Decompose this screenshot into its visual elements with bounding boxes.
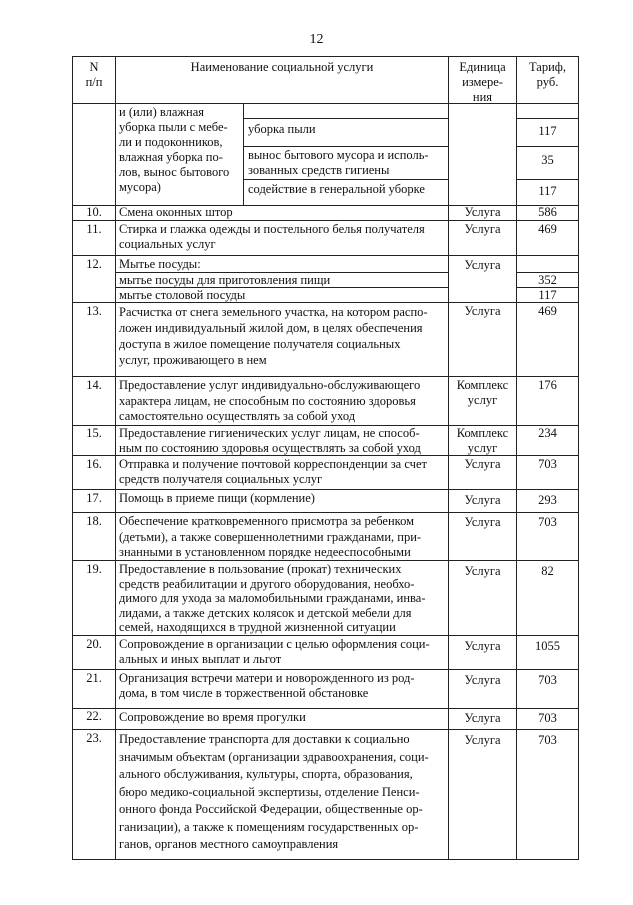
row-12-sub-tariff-2: 117	[538, 288, 557, 302]
row-15-unit: Комплекс услуг	[456, 426, 509, 455]
row-22-num: 22.	[86, 709, 102, 723]
row-16-num: 16.	[86, 457, 102, 471]
cleaning-sub-tariff-1: 117	[538, 124, 557, 138]
row-21-num: 21.	[86, 671, 102, 685]
row-16-name: Отправка и получение почтовой корреспонденции за счет средств получателя социальных услуг	[119, 457, 427, 486]
row-20-name: Сопровождение в организации с целью оформления соци- альных и иных выплат и льгот	[119, 637, 430, 666]
row-19-num: 19.	[86, 562, 102, 576]
page-number: 12	[309, 32, 324, 47]
row-12-num: 12.	[86, 257, 102, 271]
row-14-name: Предоставление услуг индивидуально-обслуживающего характера лицам, не способным по состоянию здоровья самостоятельно осуществлять за собой уход	[119, 378, 421, 423]
header-unit: Единица измере- ния	[459, 60, 506, 104]
row-22-unit: Услуга	[464, 711, 501, 725]
row-13-tariff: 469	[538, 304, 557, 318]
header-name: Наименование социальной услуги	[190, 60, 374, 74]
row-20-num: 20.	[86, 637, 102, 651]
cleaning-left-text: и (или) влажная уборка пыли с мебе- ли и подоконников, влажная уборка по- лов, вынос бытового мусора)	[119, 105, 230, 194]
row-20-unit: Услуга	[464, 639, 501, 653]
row-18-unit: Услуга	[464, 515, 501, 529]
row-23-name: Предоставление транспорта для доставки к социально значимым объектам (организации здравоохранения, соци- ального обслуживания, культуры, спорта, образования, бюро медико-социальной экспертизы, отделение Пенси- онного фонда Российской Федерации, общественные ор- ганизации), а также к помещениям государственных ор- ганов, органов местного самоуправления	[119, 732, 429, 851]
cleaning-blank-cell	[243, 103, 449, 119]
row-18-num: 18.	[86, 514, 102, 528]
row-23-tariff-cell	[516, 729, 579, 860]
row-12-unit: Услуга	[464, 258, 501, 272]
row-17-num: 17.	[86, 491, 102, 505]
row-18-tariff: 703	[538, 515, 557, 529]
row-19-tariff: 82	[541, 564, 554, 578]
cleaning-sub-label-2: вынос бытового мусора и исполь- зованных средств гигиены	[248, 148, 429, 177]
cleaning-sub-label-3: содействие в генеральной уборке	[248, 182, 425, 196]
row-13-num: 13.	[86, 304, 102, 318]
row-17-tariff: 293	[538, 493, 557, 507]
row-10-num: 10.	[86, 205, 102, 219]
row-23-unit: Услуга	[464, 733, 501, 747]
cleaning-num-cell	[72, 103, 116, 206]
row-11-unit: Услуга	[464, 222, 501, 236]
row-11-name: Стирка и глажка одежды и постельного белья получателя социальных услуг	[119, 222, 425, 251]
row-23-tariff: 703	[538, 733, 557, 747]
row-19-name: Предоставление в пользование (прокат) технических средств реабилитации и другого оборудования, необхо- димого для ухода за маломобильными гражданами, инва- лидами, а также детских колясок и детской мебели для семей, находящихся в трудной жизненной ситуации	[119, 562, 426, 634]
row-14-unit: Комплекс услуг	[456, 378, 509, 407]
row-14-tariff: 176	[538, 378, 557, 392]
row-11-num: 11.	[86, 222, 102, 236]
row-12-sub-label-2: мытье столовой посуды	[119, 288, 246, 302]
header-num: N п/п	[85, 60, 103, 89]
row-19-unit: Услуга	[464, 564, 501, 578]
row-18-name: Обеспечение кратковременного присмотра за ребенком (детьми), а также совершеннолетними гражданами, при- знанными в установленном порядке недееспособными	[119, 514, 422, 559]
row-17-unit: Услуга	[464, 493, 501, 507]
row-16-tariff: 703	[538, 457, 557, 471]
header-tariff: Тариф, руб.	[528, 60, 567, 89]
row-23-num-cell	[72, 729, 116, 860]
cleaning-sub-tariff-2: 35	[541, 153, 554, 167]
cleaning-unit-cell	[448, 103, 517, 206]
row-11-tariff: 469	[538, 222, 557, 236]
row-10-name: Смена оконных штор	[119, 205, 233, 219]
row-15-num: 15.	[86, 426, 102, 440]
row-12-tariff-cell	[516, 255, 579, 273]
row-10-tariff: 586	[538, 205, 557, 219]
row-21-tariff: 703	[538, 673, 557, 687]
row-13-unit: Услуга	[464, 304, 501, 318]
row-12-sub-tariff-1: 352	[538, 273, 557, 287]
row-15-tariff: 234	[538, 426, 557, 440]
row-21-name: Организация встречи матери и новорожденного из род- дома, в том числе в торжественной обстановке	[119, 671, 415, 700]
row-17-name: Помощь в приеме пищи (кормление)	[119, 491, 315, 505]
row-16-unit: Услуга	[464, 457, 501, 471]
row-22-tariff: 703	[538, 711, 557, 725]
row-22-name: Сопровождение во время прогулки	[119, 710, 306, 724]
cleaning-sub-tariff-3: 117	[538, 184, 557, 198]
row-15-name: Предоставление гигиенических услуг лицам, не способ- ным по состоянию здоровья осуществлять за собой уход	[119, 426, 421, 455]
row-21-unit: Услуга	[464, 673, 501, 687]
row-14-num: 14.	[86, 378, 102, 392]
row-12-sub-label-1: мытье посуды для приготовления пищи	[119, 273, 331, 287]
row-20-tariff: 1055	[535, 639, 560, 653]
row-12-name: Мытье посуды:	[119, 257, 201, 271]
row-10-unit: Услуга	[464, 205, 501, 219]
row-13-name: Расчистка от снега земельного участка, на котором распо- ложен индивидуальный жилой дом, в целях обеспечения доступа в жилое помещение получателя социальных услуг, проживающего в нем	[119, 305, 428, 367]
cleaning-sub-label-1: уборка пыли	[248, 122, 316, 136]
row-23-unit-cell	[448, 729, 517, 860]
row-23-num: 23.	[86, 731, 102, 745]
